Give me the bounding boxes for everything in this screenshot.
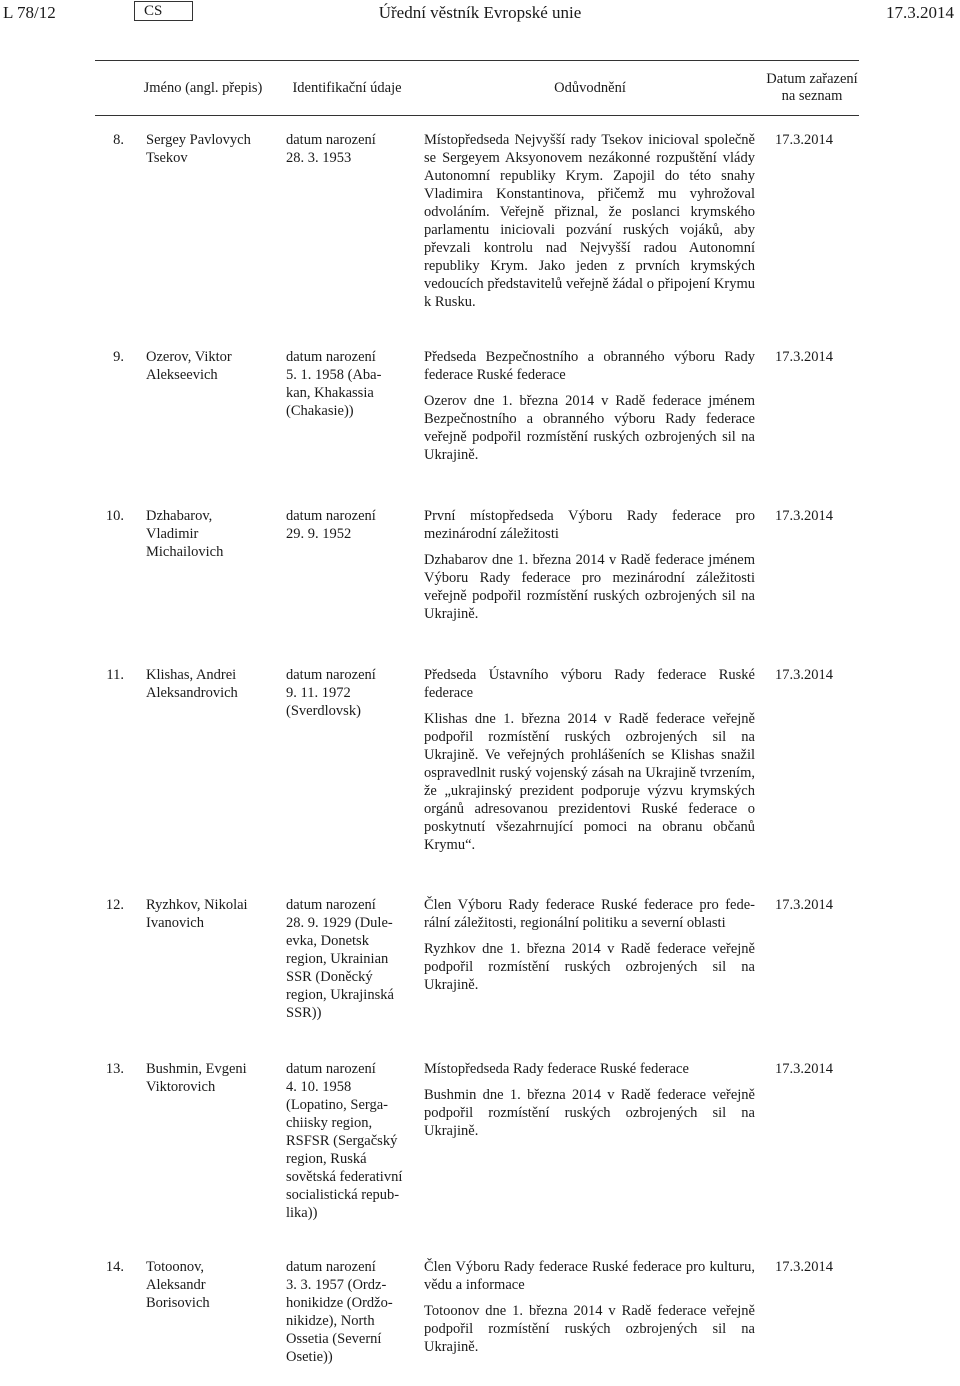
identification-line: (Lopatino, Serga-	[286, 1097, 389, 1113]
identification-line: chiisky region,	[286, 1115, 373, 1131]
person-name	[146, 1258, 276, 1312]
person-name-line: Tsekov	[146, 150, 188, 166]
reasons-text	[424, 896, 755, 994]
table-top-rule	[95, 60, 859, 61]
identification-line: datum narození	[286, 349, 376, 365]
listing-date: 17.3.2014	[775, 897, 833, 913]
identification-details	[286, 1258, 412, 1366]
page-reference: L 78/12	[3, 3, 56, 22]
person-name-line: Dzhabarov,	[146, 508, 213, 524]
reasons-paragraph: Místopředseda Nejvyšší rady Tsekov inicioval společně se Sergeyem Aksyonovem nezákonné rozpuštění vlády Autonomní republiky Krym. Zapojil do této snahy Vladimira Konstantinova, přičemž mu vyhrožoval odvoláním. Veřejně přiznal, že poslanci krymského parlamentu iniciovali pozvání ruských vojáků, aby převzali kontrolu nad Nejvyšší radou Autonomní republiky Krym. Jako jeden z prvních krymských vedoucích představitelů veřejně žádal o připojení Krymu k Rusku.	[424, 132, 755, 310]
identification-line: datum narození	[286, 667, 376, 683]
column-header-name: Jméno (angl. přepis)	[143, 79, 263, 96]
table-header-rule	[95, 115, 859, 116]
identification-line: (Sverdlovsk)	[286, 703, 361, 719]
identification-line: 28. 3. 1953	[286, 150, 352, 166]
identification-details	[286, 348, 412, 420]
language-code-box: CS	[134, 1, 193, 21]
identification-line: 4. 10. 1958	[286, 1079, 352, 1095]
person-name	[146, 666, 276, 702]
identification-line: kan, Khakassia	[286, 385, 374, 401]
person-name-line: Viktorovich	[146, 1079, 216, 1095]
reasons-paragraph: Ryzhkov dne 1. března 2014 v Radě federace veřejně podpořil rozmístění ruských ozbrojených sil na Ukrajině.	[424, 941, 755, 993]
identification-line: lika))	[286, 1205, 318, 1221]
reasons-paragraph: První místopředseda Výboru Rady federace pro mezinárodní záležitosti	[424, 508, 755, 542]
listing-date: 17.3.2014	[775, 349, 833, 365]
identification-line: region, Ukrajinská	[286, 987, 394, 1003]
identification-line: region, Ukrainian	[286, 951, 389, 967]
identification-line: evka, Donetsk	[286, 933, 369, 949]
identification-line: 29. 9. 1952	[286, 526, 352, 542]
identification-line: nikidze), North	[286, 1313, 375, 1329]
identification-line: 3. 3. 1957 (Ordz-	[286, 1277, 387, 1293]
page-header	[0, 0, 960, 30]
person-name-line: Michailovich	[146, 544, 224, 560]
identification-line: 28. 9. 1929 (Dule-	[286, 915, 393, 931]
row-number: 9.	[113, 349, 124, 365]
person-name	[146, 131, 276, 167]
reasons-paragraph: Totoonov dne 1. března 2014 v Radě federace veřejně podpořil rozmístění ruských ozbrojených sil na Ukrajině.	[424, 1303, 755, 1355]
identification-line: SSR))	[286, 1005, 322, 1021]
person-name-line: Totoonov,	[146, 1259, 205, 1275]
reasons-text	[424, 1258, 755, 1356]
row-number: 10.	[105, 508, 124, 524]
identification-line: honikidze (Ordžo-	[286, 1295, 393, 1311]
identification-details	[286, 1060, 412, 1222]
row-number: 11.	[106, 667, 124, 683]
person-name-line: Klishas, Andrei	[146, 667, 237, 683]
person-name-line: Aleksandr	[146, 1277, 206, 1293]
row-number: 8.	[113, 132, 124, 148]
column-header-listing-date	[762, 62, 862, 114]
column-header-identification: Identifikační údaje	[292, 79, 402, 96]
row-number: 13.	[105, 1061, 124, 1077]
column-header-reasons: Odůvodnění	[554, 79, 626, 96]
reasons-paragraph: Dzhabarov dne 1. března 2014 v Radě federace jménem Výboru Rady federace pro mezinárodní záležitosti veřejně podpořil rozmístění ruských ozbrojených sil na Ukrajině.	[424, 552, 755, 622]
person-name-line: Vladimir	[146, 526, 199, 542]
row-number: 12.	[105, 897, 124, 913]
reasons-paragraph: Bushmin dne 1. března 2014 v Radě federace veřejně podpořil rozmístění ruských ozbrojených sil na Ukrajině.	[424, 1087, 755, 1139]
identification-details	[286, 666, 412, 720]
row-number: 14.	[105, 1259, 124, 1275]
identification-details	[286, 131, 412, 167]
person-name-line: Sergey Pavlovych	[146, 132, 251, 148]
listing-date: 17.3.2014	[775, 667, 833, 683]
person-name	[146, 507, 276, 561]
reasons-paragraph: Předseda Bezpečnostního a obranného výboru Rady federace Ruské federace	[424, 349, 755, 383]
listing-date: 17.3.2014	[775, 1061, 833, 1077]
column-header-listing-date-line2: na seznam	[781, 88, 843, 104]
identification-line: datum narození	[286, 1259, 376, 1275]
identification-line: Osetie))	[286, 1349, 333, 1365]
person-name-line: Ozerov, Viktor	[146, 349, 232, 365]
listing-date: 17.3.2014	[775, 1259, 833, 1275]
person-name	[146, 1060, 276, 1096]
column-header-listing-date-line1: Datum zařazení	[766, 71, 858, 87]
journal-title: Úřední věstník Evropské unie	[378, 3, 582, 22]
publication-date: 17.3.2014	[886, 3, 954, 22]
listing-date: 17.3.2014	[775, 132, 833, 148]
identification-line: 9. 11. 1972	[286, 685, 351, 701]
reasons-text	[424, 507, 755, 623]
reasons-text	[424, 1060, 755, 1140]
reasons-text	[424, 348, 755, 464]
person-name-line: Ivanovich	[146, 915, 204, 931]
identification-details	[286, 507, 412, 543]
identification-line: datum narození	[286, 897, 376, 913]
reasons-text	[424, 666, 755, 854]
listing-date: 17.3.2014	[775, 508, 833, 524]
identification-line: Ossetia (Severní	[286, 1331, 382, 1347]
identification-line: datum narození	[286, 132, 376, 148]
person-name-line: Ryzhkov, Nikolai	[146, 897, 248, 913]
reasons-paragraph: Člen Výboru Rady federace Ruské federace pro fede-rální záležitosti, regionální politiku a severní oblasti	[424, 897, 755, 931]
person-name-line: Aleksandrovich	[146, 685, 238, 701]
identification-line: region, Ruská	[286, 1151, 367, 1167]
person-name-line: Bushmin, Evgeni	[146, 1061, 247, 1077]
identification-line: SSR (Doněcký	[286, 969, 373, 985]
identification-line: RSFSR (Sergačský	[286, 1133, 398, 1149]
person-name-line: Alekseevich	[146, 367, 218, 383]
identification-line: 5. 1. 1958 (Aba-	[286, 367, 382, 383]
reasons-paragraph: Klishas dne 1. března 2014 v Radě federace veřejně podpořil rozmístění ruských ozbrojených sil na Ukrajině. Ve veřejných prohlášeních se Klishas snažil ospravedlnit ruský vojenský zásah na Ukrajině tvrzením, že „ukrajinský prezident podporuje výzvu krymských orgánů adresovanou prezidentovi Ruské federace o poskytnutí všezahrnující pomoci na obranu občanů Krymu“.	[424, 711, 755, 853]
identification-line: datum narození	[286, 508, 376, 524]
reasons-paragraph: Místopředseda Rady federace Ruské federace	[424, 1061, 689, 1077]
reasons-text	[424, 131, 755, 311]
reasons-paragraph: Člen Výboru Rady federace Ruské federace pro kulturu, vědu a informace	[424, 1259, 755, 1293]
person-name	[146, 348, 276, 384]
identification-details	[286, 896, 412, 1022]
person-name-line: Borisovich	[146, 1295, 210, 1311]
reasons-paragraph: Předseda Ústavního výboru Rady federace Ruské federace	[424, 667, 755, 701]
identification-line: (Chakasie))	[286, 403, 354, 419]
identification-line: socialistická repub-	[286, 1187, 400, 1203]
reasons-paragraph: Ozerov dne 1. března 2014 v Radě federace jménem Bezpečnostního a obranného výboru Rady federace veřejně podpořil rozmístění ruských ozbrojených sil na Ukrajině.	[424, 393, 755, 463]
person-name	[146, 896, 276, 932]
identification-line: datum narození	[286, 1061, 376, 1077]
identification-line: sovětská federativní	[286, 1169, 403, 1185]
